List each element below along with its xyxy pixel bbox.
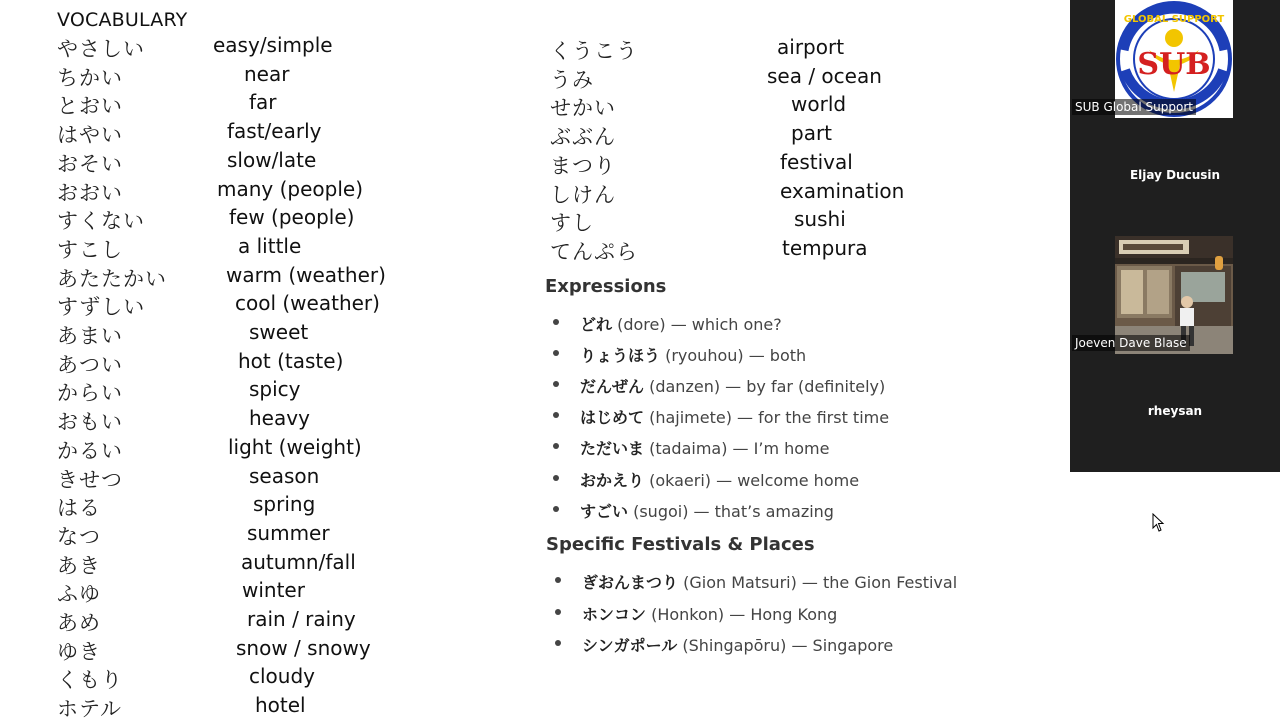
vocab-english: many (people): [217, 176, 364, 201]
vocab-japanese: からい: [57, 381, 123, 406]
vocab-japanese: きせつ: [57, 467, 123, 492]
participant-name: SUB Global Support: [1072, 99, 1196, 115]
participants-panel: [1070, 0, 1280, 472]
participant-name: Joeven Dave Blase: [1072, 335, 1190, 351]
vocab-japanese: すし: [550, 211, 594, 236]
vocab-japanese: まつり: [550, 153, 616, 178]
bullet-term: どれ: [580, 315, 613, 334]
vocab-japanese: はやい: [57, 123, 123, 148]
vocab-english: sushi: [794, 207, 846, 232]
vocab-japanese: しけん: [550, 182, 616, 207]
vocab-english: festival: [780, 149, 853, 174]
bullet-dot-icon: [553, 381, 559, 387]
vocab-english: winter: [242, 578, 305, 603]
vocab-japanese: ちかい: [57, 65, 123, 90]
expressions-heading: Expressions: [545, 276, 667, 297]
vocab-japanese: てんぷら: [550, 239, 638, 264]
bullet-description: (tadaima) — I’m home: [644, 439, 830, 459]
bullet-description: (danzen) — by far (definitely): [644, 377, 886, 397]
festivals-heading: Specific Festivals & Places: [546, 534, 815, 555]
vocab-english: rain / rainy: [247, 607, 356, 631]
vocab-english: few (people): [229, 205, 355, 230]
vocab-english: near: [244, 61, 290, 86]
vocab-japanese: あつい: [57, 352, 123, 377]
vocab-japanese: なつ: [57, 524, 101, 549]
vocab-japanese: あめ: [57, 611, 101, 635]
vocab-english: part: [791, 121, 833, 146]
bullet-description: (hajimete) — for the first time: [644, 408, 890, 428]
vocab-english: snow / snowy: [236, 635, 371, 660]
vocab-japanese: おもい: [57, 410, 123, 435]
bullet-dot-icon: [555, 577, 561, 583]
vocab-english: hot (taste): [238, 348, 344, 373]
vocab-english: sweet: [249, 320, 309, 344]
bullet-description: (okaeri) — welcome home: [644, 470, 860, 490]
vocab-japanese: あたたかい: [57, 266, 167, 291]
vocab-japanese: はる: [57, 496, 101, 521]
participant-name: Eljay Ducusin: [1129, 168, 1221, 182]
vocab-english: slow/late: [227, 147, 317, 172]
vocab-japanese: ゆき: [57, 639, 101, 664]
vocab-english: light (weight): [228, 434, 362, 459]
vocab-english: warm (weather): [226, 262, 386, 287]
bullet-description: (ryouhou) — both: [660, 346, 807, 366]
bullet-dot-icon: [553, 475, 559, 481]
bullet-dot-icon: [553, 506, 559, 512]
vocab-english: world: [791, 92, 847, 117]
vocab-japanese: ふゆ: [57, 582, 101, 607]
vocab-japanese: やさしい: [57, 37, 145, 61]
vocab-japanese: すくない: [57, 209, 145, 234]
vocab-japanese: うみ: [550, 67, 594, 92]
vocab-japanese: くうこう: [550, 39, 638, 63]
vocab-english: far: [249, 90, 277, 115]
vocab-english: cloudy: [249, 664, 315, 689]
bullet-description: (Honkon) — Hong Kong: [646, 604, 838, 624]
participant-tile-eljay[interactable]: [1070, 118, 1280, 236]
bullet-dot-icon: [555, 609, 561, 615]
bullet-term: おかえり: [580, 470, 645, 490]
vocab-english: spring: [253, 492, 316, 517]
bullet-dot-icon: [553, 443, 559, 449]
bullet-dot-icon: [553, 412, 559, 418]
vocab-english: a little: [238, 233, 302, 258]
bullet-term: だんぜん: [580, 377, 645, 397]
vocab-japanese: ぶぶん: [550, 125, 616, 150]
bullet-term: すごい: [580, 501, 629, 521]
bullet-term: はじめて: [580, 408, 645, 428]
bullet-description: (Gion Matsuri) — the Gion Festival: [678, 573, 958, 592]
bullet-term: りょうほう: [580, 346, 661, 366]
vocab-english: sea / ocean: [767, 63, 882, 88]
vocab-english: examination: [780, 178, 905, 203]
vocab-japanese: かるい: [57, 438, 123, 463]
vocab-english: autumn/fall: [241, 549, 356, 574]
vocab-japanese: あき: [57, 553, 101, 578]
bullet-description: (dore) — which one?: [612, 315, 782, 334]
participant-tile-rheysan[interactable]: [1070, 354, 1280, 472]
bullet-term: ぎおんまつり: [582, 573, 679, 592]
vocab-japanese: すこし: [57, 237, 123, 262]
vocab-english: airport: [777, 35, 845, 59]
sub-logo-arc-top: GLOBAL SUPPORT: [1123, 14, 1225, 25]
vocab-english: fast/early: [227, 119, 322, 144]
bullet-term: ホンコン: [582, 604, 647, 624]
sub-logo-letters: SUB: [1137, 47, 1211, 82]
bullet-term: シンガポール: [582, 636, 678, 655]
bullet-description: (Shingapōru) — Singapore: [677, 636, 894, 655]
vocab-english: spicy: [249, 377, 301, 402]
mouse-cursor-icon: [1152, 513, 1166, 533]
vocab-japanese: あまい: [57, 324, 123, 348]
participant-tile-sub-global[interactable]: [1070, 0, 1280, 118]
vocabulary-title: VOCABULARY: [57, 9, 188, 31]
vocab-english: heavy: [249, 406, 310, 431]
bullet-dot-icon: [553, 350, 559, 356]
bullet-dot-icon: [555, 640, 561, 646]
participant-tile-joeven[interactable]: [1070, 236, 1280, 354]
vocab-japanese: おそい: [57, 151, 123, 176]
vocab-japanese: すずしい: [57, 295, 146, 320]
vocab-english: summer: [247, 520, 330, 545]
vocab-english: tempura: [782, 235, 868, 260]
vocab-japanese: とおい: [57, 94, 123, 119]
vocab-english: easy/simple: [213, 33, 333, 57]
vocab-english: hotel: [255, 693, 306, 718]
vocab-japanese: くもり: [57, 668, 123, 693]
vocab-english: season: [249, 463, 320, 488]
vocab-japanese: せかい: [550, 96, 616, 121]
vocab-japanese: おおい: [57, 180, 123, 205]
participant-name: rheysan: [1147, 404, 1203, 418]
bullet-term: ただいま: [580, 439, 645, 459]
vocab-english: cool (weather): [235, 291, 380, 316]
vocab-japanese: ホテル: [57, 697, 122, 722]
bullet-dot-icon: [553, 319, 559, 325]
bullet-description: (sugoi) — that’s amazing: [628, 501, 834, 521]
